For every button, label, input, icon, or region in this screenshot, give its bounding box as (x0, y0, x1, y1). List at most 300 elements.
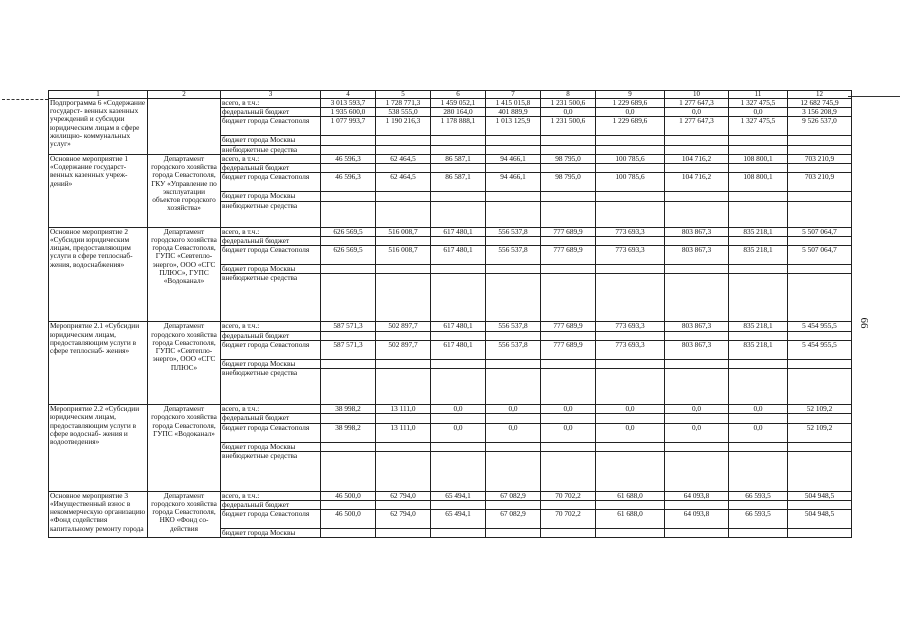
amount-cell (665, 500, 729, 509)
amount-cell (541, 331, 596, 340)
column-number-cell: 12 (788, 91, 852, 99)
amount-cell: 13 111,0 (376, 423, 431, 442)
amount-cell (788, 451, 852, 491)
amount-cell: 46 596,3 (321, 154, 376, 163)
amount-cell: 1 277 647,3 (665, 99, 729, 108)
funding-source-cell: внебюджетные средства (221, 369, 321, 405)
amount-cell (376, 529, 431, 538)
amount-cell: 773 693,3 (596, 322, 665, 331)
amount-cell: 0,0 (541, 405, 596, 414)
funding-source-cell: федеральный бюджет (221, 164, 321, 173)
amount-cell (665, 192, 729, 201)
amount-cell: 70 702,2 (541, 510, 596, 529)
amount-cell (431, 451, 486, 491)
amount-cell (376, 451, 431, 491)
amount-cell: 86 587,1 (431, 173, 486, 192)
amount-cell: 835 218,1 (729, 322, 788, 331)
amount-cell (486, 164, 541, 173)
amount-cell (729, 236, 788, 245)
amount-cell: 13 111,0 (376, 405, 431, 414)
amount-cell (596, 274, 665, 322)
amount-cell (431, 369, 486, 405)
amount-cell: 1 229 689,6 (596, 117, 665, 136)
amount-cell (596, 414, 665, 423)
amount-cell (788, 136, 852, 145)
column-number-cell: 7 (486, 91, 541, 99)
amount-cell (321, 164, 376, 173)
amount-cell: 626 569,5 (321, 227, 376, 236)
amount-cell: 98 795,0 (541, 173, 596, 192)
amount-cell: 777 689,9 (541, 322, 596, 331)
funding-source-cell: бюджет города Севастополя (221, 117, 321, 136)
funding-source-cell: всего, в т.ч.: (221, 322, 321, 331)
amount-cell (486, 451, 541, 491)
amount-cell: 516 008,7 (376, 227, 431, 236)
amount-cell (596, 331, 665, 340)
amount-cell (321, 359, 376, 368)
amount-cell: 46 596,3 (321, 173, 376, 192)
table-row (49, 322, 852, 331)
amount-cell: 1 935 600,0 (321, 108, 376, 117)
amount-cell: 1 077 993,7 (321, 117, 376, 136)
amount-cell (376, 359, 431, 368)
left-margin-dash (2, 99, 48, 100)
amount-cell (788, 500, 852, 509)
funding-source-cell: внебюджетные средства (221, 451, 321, 491)
responsible-executor-cell: Департамент городского хозяйства города Севастополя, НКО «Фонд со- действия (148, 491, 221, 538)
funding-source-cell: всего, в т.ч.: (221, 154, 321, 163)
amount-cell (596, 359, 665, 368)
column-number-cell: 5 (376, 91, 431, 99)
funding-source-cell: федеральный бюджет (221, 331, 321, 340)
amount-cell: 64 093,8 (665, 510, 729, 529)
amount-cell: 0,0 (729, 423, 788, 442)
amount-cell (541, 274, 596, 322)
amount-cell: 502 897,7 (376, 340, 431, 359)
amount-cell: 0,0 (486, 423, 541, 442)
amount-cell: 0,0 (596, 108, 665, 117)
amount-cell: 5 507 064,7 (788, 246, 852, 265)
funding-source-cell: внебюджетные средства (221, 201, 321, 227)
amount-cell: 98 795,0 (541, 154, 596, 163)
amount-cell: 108 800,1 (729, 154, 788, 163)
amount-cell (486, 274, 541, 322)
funding-source-cell: федеральный бюджет (221, 108, 321, 117)
program-name-cell: Основное мероприятие 3 «Имущественный взнос в некоммерческую организацию «Фонд содействия капитальному ремонту города (49, 491, 148, 538)
amount-cell (729, 136, 788, 145)
amount-cell (665, 369, 729, 405)
amount-cell: 0,0 (665, 423, 729, 442)
amount-cell (376, 136, 431, 145)
amount-cell: 617 480,1 (431, 227, 486, 236)
amount-cell (321, 145, 376, 154)
program-name-cell: Основное мероприятие 1 «Содержание государст- венных казенных учреж- дений» (49, 154, 148, 227)
page-number: 66 (858, 317, 870, 329)
amount-cell: 1 178 888,1 (431, 117, 486, 136)
funding-source-cell: федеральный бюджет (221, 414, 321, 423)
amount-cell: 835 218,1 (729, 246, 788, 265)
amount-cell: 773 693,3 (596, 246, 665, 265)
amount-cell (376, 145, 431, 154)
amount-cell (321, 274, 376, 322)
amount-cell: 61 688,0 (596, 510, 665, 529)
amount-cell (431, 164, 486, 173)
amount-cell (541, 164, 596, 173)
funding-source-cell: бюджет города Севастополя (221, 173, 321, 192)
table-row (49, 491, 852, 500)
amount-cell (788, 145, 852, 154)
funding-source-cell: всего, в т.ч.: (221, 491, 321, 500)
amount-cell: 0,0 (596, 405, 665, 414)
amount-cell (665, 164, 729, 173)
amount-cell: 5 454 955,5 (788, 340, 852, 359)
amount-cell (431, 236, 486, 245)
column-number-cell: 11 (729, 91, 788, 99)
amount-cell (431, 414, 486, 423)
amount-cell (541, 236, 596, 245)
column-number-cell: 3 (221, 91, 321, 99)
amount-cell: 0,0 (541, 108, 596, 117)
amount-cell (729, 192, 788, 201)
responsible-executor-cell: Департамент городского хозяйства города Севастополя, ГКУ «Управление по эксплуатации объектов городского хозяйства» (148, 154, 221, 227)
amount-cell (788, 529, 852, 538)
amount-cell: 502 897,7 (376, 322, 431, 331)
amount-cell (729, 265, 788, 274)
amount-cell (596, 265, 665, 274)
amount-cell (541, 201, 596, 227)
right-margin-line (848, 96, 900, 97)
amount-cell: 0,0 (596, 423, 665, 442)
amount-cell (729, 500, 788, 509)
amount-cell: 3 013 593,7 (321, 99, 376, 108)
funding-source-cell: бюджет города Москвы (221, 442, 321, 451)
column-number-cell: 2 (148, 91, 221, 99)
amount-cell: 556 537,8 (486, 340, 541, 359)
amount-cell (321, 529, 376, 538)
amount-cell (376, 201, 431, 227)
amount-cell: 1 231 500,6 (541, 99, 596, 108)
amount-cell: 67 082,9 (486, 510, 541, 529)
funding-source-cell: бюджет города Москвы (221, 265, 321, 274)
amount-cell (431, 500, 486, 509)
amount-cell (788, 369, 852, 405)
amount-cell: 556 537,8 (486, 227, 541, 236)
amount-cell (788, 331, 852, 340)
program-name-cell: Мероприятие 2.1 «Субсидии юридическим лицам, предоставляющим услуги в сфере теплоснаб- жения» (49, 322, 148, 405)
amount-cell (541, 265, 596, 274)
amount-cell (486, 201, 541, 227)
amount-cell (486, 529, 541, 538)
amount-cell: 38 998,2 (321, 423, 376, 442)
amount-cell (376, 274, 431, 322)
amount-cell: 12 682 745,9 (788, 99, 852, 108)
amount-cell (486, 414, 541, 423)
amount-cell (788, 164, 852, 173)
amount-cell (541, 529, 596, 538)
amount-cell (486, 136, 541, 145)
amount-cell (788, 359, 852, 368)
amount-cell (376, 369, 431, 405)
amount-cell (486, 236, 541, 245)
amount-cell: 62 794,0 (376, 491, 431, 500)
table-row (49, 154, 852, 163)
amount-cell (729, 442, 788, 451)
amount-cell (596, 201, 665, 227)
funding-source-cell: бюджет города Москвы (221, 529, 321, 538)
amount-cell: 401 889,9 (486, 108, 541, 117)
table-row (49, 405, 852, 414)
funding-source-cell: бюджет города Севастополя (221, 340, 321, 359)
amount-cell (788, 265, 852, 274)
amount-cell (729, 274, 788, 322)
amount-cell (486, 442, 541, 451)
amount-cell (665, 359, 729, 368)
amount-cell (665, 236, 729, 245)
amount-cell (431, 136, 486, 145)
column-number-row (49, 91, 852, 99)
amount-cell: 1 231 500,6 (541, 117, 596, 136)
amount-cell (596, 500, 665, 509)
funding-source-cell: внебюджетные средства (221, 145, 321, 154)
amount-cell (376, 265, 431, 274)
amount-cell: 835 218,1 (729, 227, 788, 236)
amount-cell (321, 369, 376, 405)
amount-cell (431, 192, 486, 201)
amount-cell (486, 359, 541, 368)
amount-cell (541, 145, 596, 154)
amount-cell: 1 190 216,3 (376, 117, 431, 136)
responsible-executor-cell: Департамент городского хозяйства города Севастополя, ГУПС «Водоканал» (148, 405, 221, 492)
amount-cell (665, 442, 729, 451)
amount-cell (596, 145, 665, 154)
amount-cell: 65 494,1 (431, 510, 486, 529)
funding-source-cell: бюджет города Севастополя (221, 246, 321, 265)
amount-cell (431, 201, 486, 227)
amount-cell: 0,0 (729, 108, 788, 117)
column-number-cell: 4 (321, 91, 376, 99)
amount-cell: 1 459 052,1 (431, 99, 486, 108)
amount-cell (431, 442, 486, 451)
amount-cell: 803 867,3 (665, 322, 729, 331)
funding-source-cell: федеральный бюджет (221, 236, 321, 245)
amount-cell (431, 145, 486, 154)
amount-cell (729, 529, 788, 538)
amount-cell (729, 369, 788, 405)
amount-cell: 504 948,5 (788, 510, 852, 529)
amount-cell (729, 414, 788, 423)
amount-cell: 66 593,5 (729, 491, 788, 500)
amount-cell (596, 369, 665, 405)
amount-cell: 538 555,0 (376, 108, 431, 117)
program-name-cell: Мероприятие 2.2 «Субсидии юридическим лицам, предоставляющим услуги в сфере водоснаб- жения и водоотведения» (49, 405, 148, 492)
amount-cell: 504 948,5 (788, 491, 852, 500)
amount-cell (665, 451, 729, 491)
amount-cell: 104 716,2 (665, 173, 729, 192)
amount-cell: 1 327 475,5 (729, 99, 788, 108)
amount-cell: 52 109,2 (788, 423, 852, 442)
amount-cell (665, 201, 729, 227)
amount-cell: 0,0 (665, 405, 729, 414)
amount-cell: 556 537,8 (486, 246, 541, 265)
funding-source-cell: всего, в т.ч.: (221, 405, 321, 414)
amount-cell: 0,0 (431, 423, 486, 442)
amount-cell: 617 480,1 (431, 322, 486, 331)
amount-cell: 70 702,2 (541, 491, 596, 500)
amount-cell (596, 442, 665, 451)
amount-cell: 46 500,0 (321, 491, 376, 500)
amount-cell (541, 192, 596, 201)
amount-cell: 64 093,8 (665, 491, 729, 500)
amount-cell: 0,0 (486, 405, 541, 414)
funding-source-cell: всего, в т.ч.: (221, 99, 321, 108)
amount-cell (665, 331, 729, 340)
amount-cell: 516 008,7 (376, 246, 431, 265)
amount-cell (376, 442, 431, 451)
amount-cell: 5 454 955,5 (788, 322, 852, 331)
amount-cell (729, 201, 788, 227)
amount-cell: 1 728 771,3 (376, 99, 431, 108)
amount-cell (665, 136, 729, 145)
amount-cell: 0,0 (729, 405, 788, 414)
amount-cell: 100 785,6 (596, 154, 665, 163)
amount-cell (665, 529, 729, 538)
amount-cell (729, 164, 788, 173)
amount-cell: 1 327 475,5 (729, 117, 788, 136)
amount-cell (321, 265, 376, 274)
amount-cell (665, 414, 729, 423)
amount-cell: 803 867,3 (665, 227, 729, 236)
amount-cell (596, 164, 665, 173)
amount-cell: 1 229 689,6 (596, 99, 665, 108)
amount-cell (541, 451, 596, 491)
column-number-cell: 9 (596, 91, 665, 99)
amount-cell (376, 331, 431, 340)
column-number-cell: 8 (541, 91, 596, 99)
amount-cell (729, 359, 788, 368)
amount-cell: 94 466,1 (486, 154, 541, 163)
amount-cell (729, 331, 788, 340)
amount-cell (321, 442, 376, 451)
amount-cell (321, 136, 376, 145)
amount-cell (541, 359, 596, 368)
amount-cell (665, 274, 729, 322)
amount-cell (431, 331, 486, 340)
funding-source-cell: бюджет города Москвы (221, 192, 321, 201)
amount-cell: 617 480,1 (431, 246, 486, 265)
amount-cell: 46 500,0 (321, 510, 376, 529)
amount-cell: 94 466,1 (486, 173, 541, 192)
amount-cell: 803 867,3 (665, 246, 729, 265)
funding-source-cell: бюджет города Москвы (221, 359, 321, 368)
amount-cell (376, 236, 431, 245)
responsible-executor-cell (148, 99, 221, 155)
funding-source-cell: бюджет города Севастополя (221, 510, 321, 529)
amount-cell (541, 136, 596, 145)
amount-cell: 52 109,2 (788, 405, 852, 414)
amount-cell: 100 785,6 (596, 173, 665, 192)
responsible-executor-cell: Департамент городского хозяйства города Севастополя, ГУПС «Севтепло- энерго», ООО «СГС ПЛЮС» (148, 322, 221, 405)
amount-cell (541, 500, 596, 509)
amount-cell (541, 414, 596, 423)
amount-cell (376, 164, 431, 173)
amount-cell (376, 500, 431, 509)
amount-cell (729, 451, 788, 491)
amount-cell: 773 693,3 (596, 227, 665, 236)
funding-source-cell: бюджет города Москвы (221, 136, 321, 145)
column-number-cell: 6 (431, 91, 486, 99)
amount-cell (486, 265, 541, 274)
column-number-cell: 1 (49, 91, 148, 99)
amount-cell: 0,0 (541, 423, 596, 442)
amount-cell (729, 145, 788, 154)
amount-cell (596, 451, 665, 491)
amount-cell (788, 201, 852, 227)
amount-cell (665, 265, 729, 274)
amount-cell (486, 500, 541, 509)
amount-cell: 835 218,1 (729, 340, 788, 359)
amount-cell: 803 867,3 (665, 340, 729, 359)
amount-cell (321, 500, 376, 509)
amount-cell: 86 587,1 (431, 154, 486, 163)
amount-cell (321, 451, 376, 491)
amount-cell (431, 265, 486, 274)
amount-cell (596, 529, 665, 538)
amount-cell: 62 464,5 (376, 173, 431, 192)
amount-cell: 0,0 (431, 405, 486, 414)
amount-cell (321, 236, 376, 245)
amount-cell: 62 794,0 (376, 510, 431, 529)
amount-cell: 777 689,9 (541, 227, 596, 236)
amount-cell (431, 359, 486, 368)
amount-cell: 62 464,5 (376, 154, 431, 163)
table-row (49, 99, 852, 108)
amount-cell: 38 998,2 (321, 405, 376, 414)
amount-cell (788, 442, 852, 451)
table-row (49, 227, 852, 236)
program-name-cell: Подпрограмма 6 «Содержание государст- венных казенных учреждений и субсидии юридическим лицам в сфере жилищно- коммунальных услуг» (49, 99, 148, 155)
amount-cell: 3 156 208,9 (788, 108, 852, 117)
amount-cell (596, 192, 665, 201)
amount-cell: 556 537,8 (486, 322, 541, 331)
program-name-cell: Основное мероприятие 2 «Субсидии юридическим лицам, предоставляющим услуги в сфере теплоснаб- жения, водоснабжения» (49, 227, 148, 322)
amount-cell: 67 082,9 (486, 491, 541, 500)
amount-cell (321, 192, 376, 201)
amount-cell (788, 236, 852, 245)
amount-cell (541, 442, 596, 451)
amount-cell (596, 136, 665, 145)
amount-cell: 617 480,1 (431, 340, 486, 359)
amount-cell: 587 571,3 (321, 322, 376, 331)
amount-cell (431, 274, 486, 322)
funding-source-cell: бюджет города Севастополя (221, 423, 321, 442)
amount-cell (486, 369, 541, 405)
amount-cell (321, 331, 376, 340)
amount-cell (321, 414, 376, 423)
amount-cell: 1 013 125,9 (486, 117, 541, 136)
amount-cell (431, 529, 486, 538)
amount-cell (541, 369, 596, 405)
amount-cell: 1 277 647,3 (665, 117, 729, 136)
amount-cell (486, 192, 541, 201)
amount-cell: 703 210,9 (788, 173, 852, 192)
funding-source-cell: внебюджетные средства (221, 274, 321, 322)
amount-cell (486, 145, 541, 154)
amount-cell (596, 236, 665, 245)
amount-cell (788, 274, 852, 322)
amount-cell: 626 569,5 (321, 246, 376, 265)
amount-cell: 104 716,2 (665, 154, 729, 163)
amount-cell (486, 331, 541, 340)
